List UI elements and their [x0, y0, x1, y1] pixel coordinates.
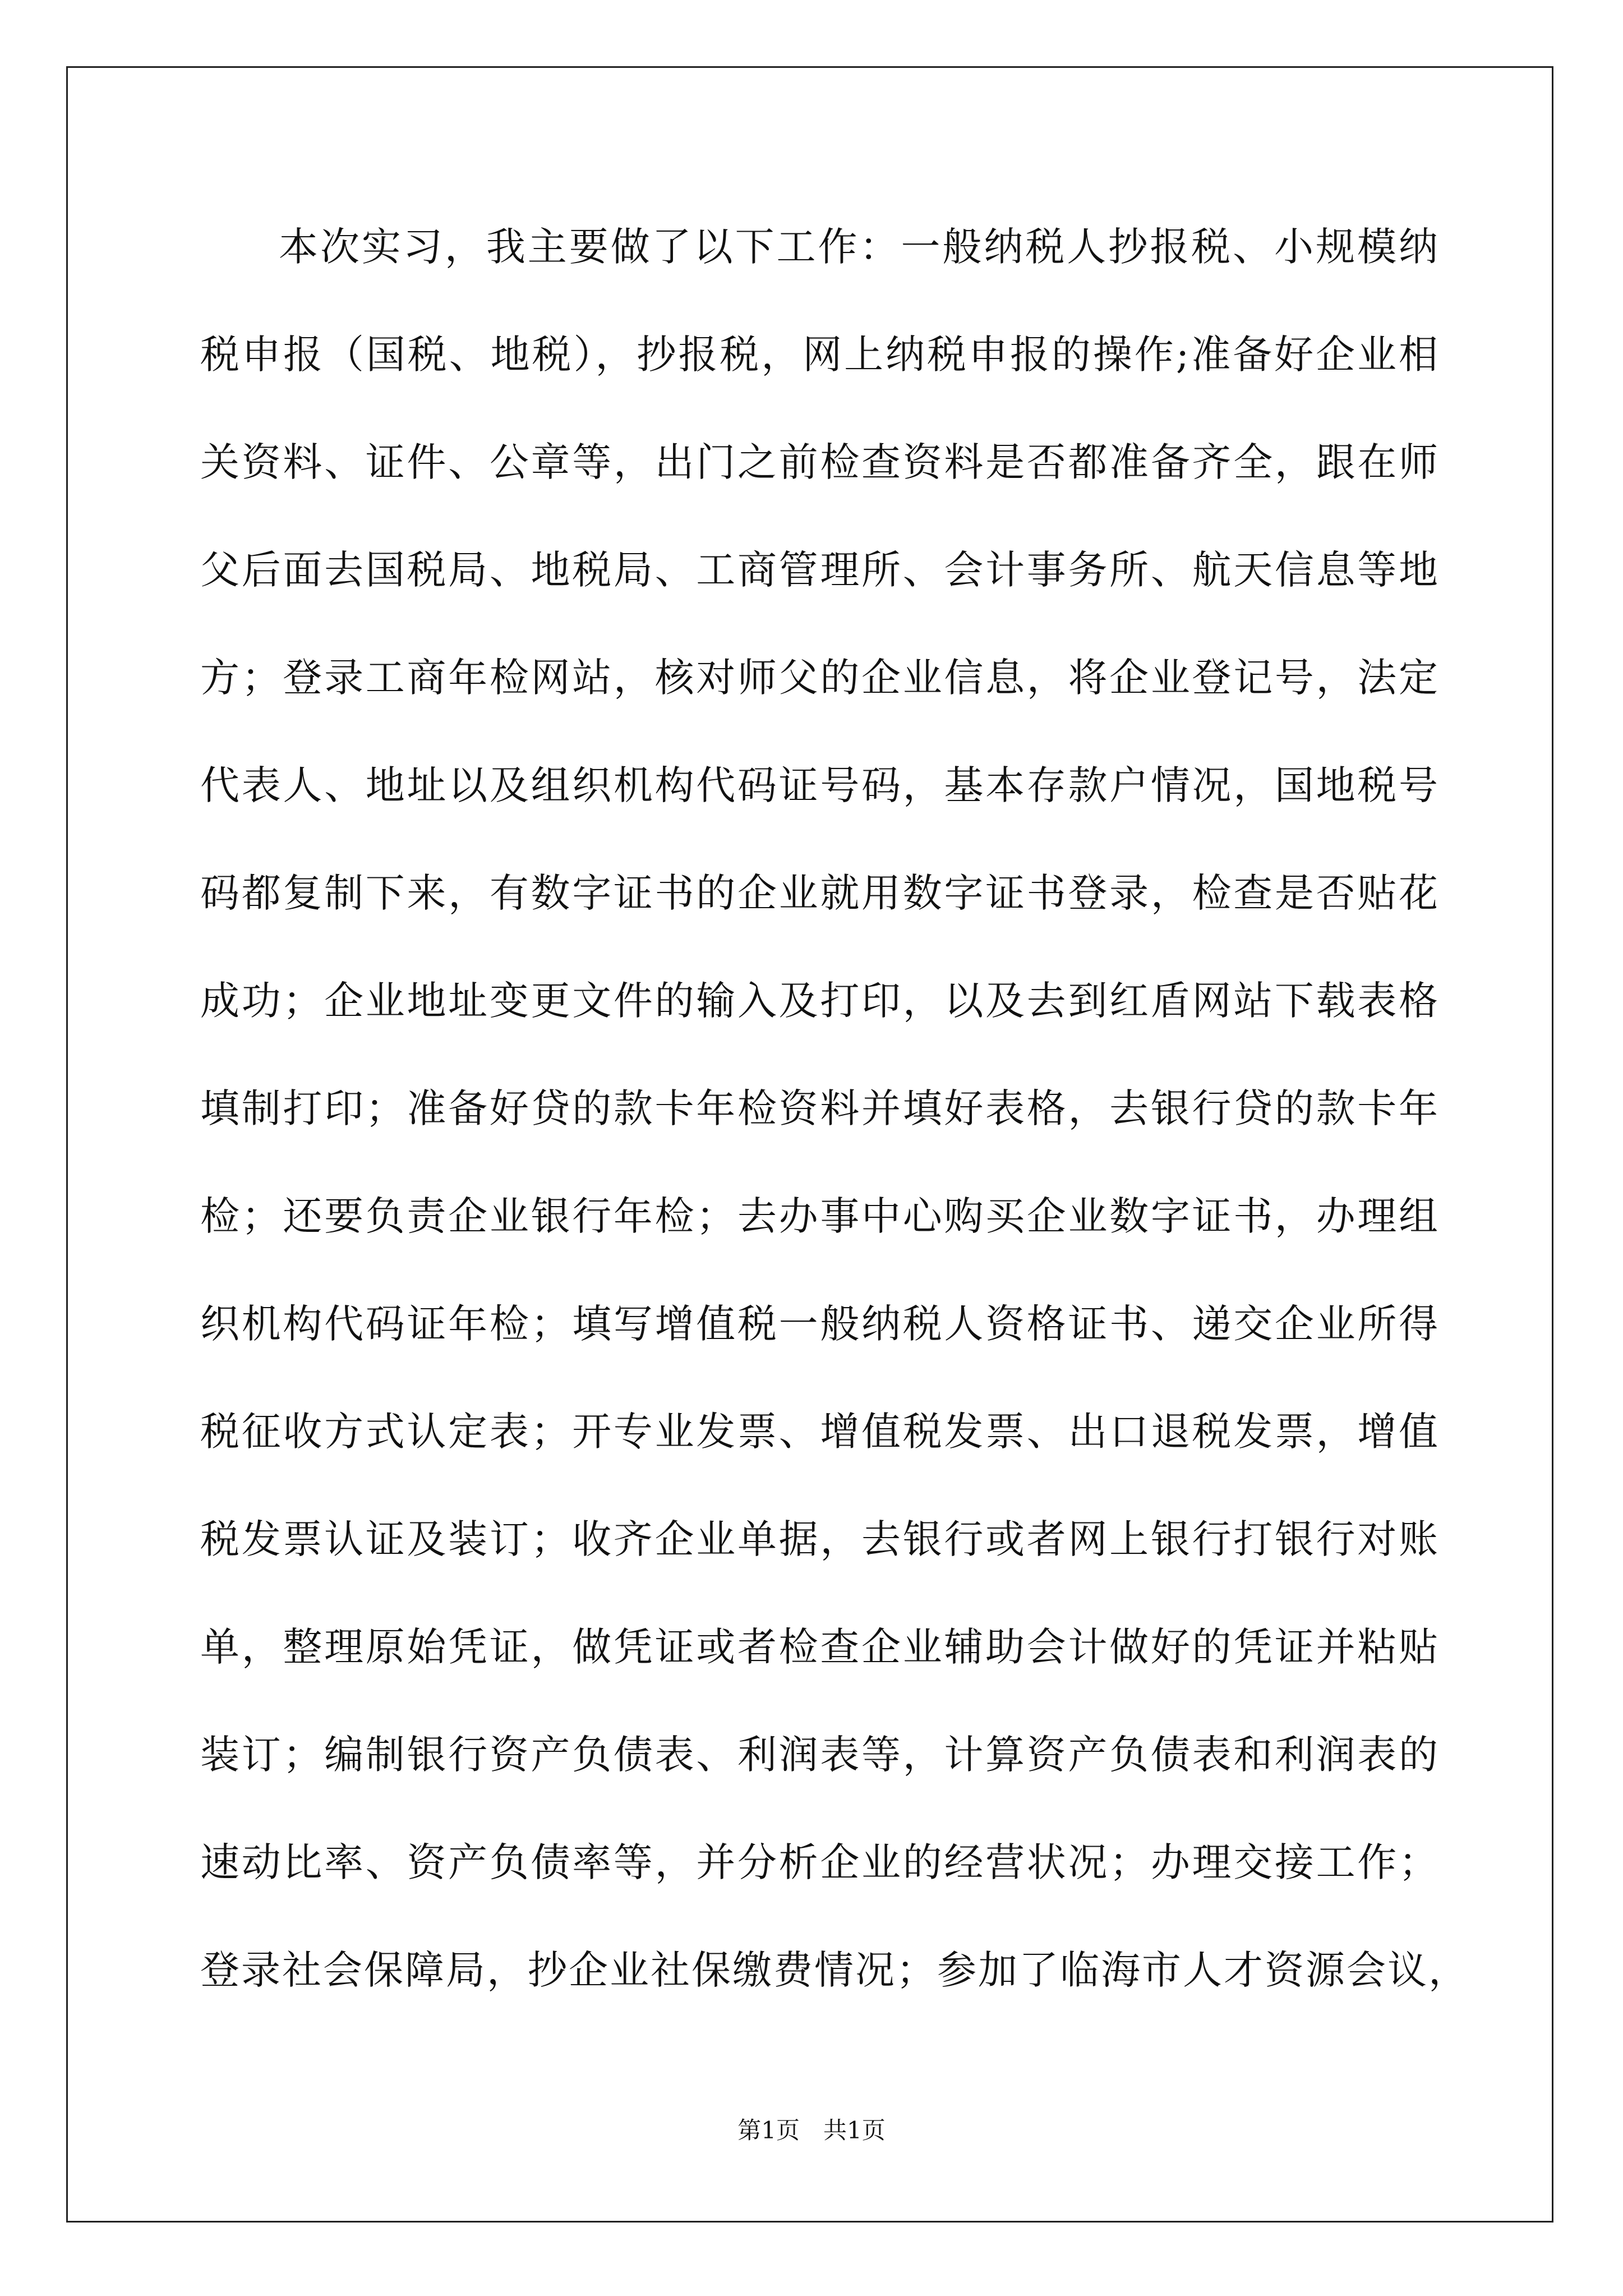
text-line: 父后面去国税局、地税局、工商管理所、会计事务所、航天信息等地 [200, 547, 1440, 593]
page-number: 第1页 [737, 2116, 800, 2144]
text-line: 织机构代码证年检；填写增值税一般纳税人资格证书、递交企业所得 [200, 1301, 1440, 1347]
text-line: 关资料、证件、公章等，出门之前检查资料是否都准备齐全，跟在师 [200, 439, 1440, 485]
document-body [200, 213, 1469, 2044]
text-line: 登录社会保障局，抄企业社保缴费情况；参加了临海市人才资源会议， [200, 1947, 1469, 1993]
text-line: 本次实习，我主要做了以下工作：一般纳税人抄报税、小规模纳 [279, 224, 1440, 270]
text-line: 单，整理原始凭证，做凭证或者检查企业辅助会计做好的凭证并粘贴 [200, 1624, 1440, 1670]
text-line: 检；还要负责企业银行年检；去办事中心购买企业数字证书，办理组 [200, 1193, 1440, 1239]
text-line: 代表人、地址以及组织机构代码证号码，基本存款户情况，国地税号 [200, 762, 1440, 808]
text-line: 速动比率、资产负债率等，并分析企业的经营状况；办理交接工作； [200, 1839, 1440, 1885]
text-line: 税发票认证及装订；收齐企业单据，去银行或者网上银行打银行对账 [200, 1516, 1440, 1562]
text-line: 码都复制下来，有数字证书的企业就用数字证书登录，检查是否贴花 [200, 870, 1440, 916]
text-line: 税征收方式认定表；开专业发票、增值税发票、出口退税发票，增值 [200, 1409, 1440, 1455]
text-line: 成功；企业地址变更文件的输入及打印，以及去到红盾网站下载表格 [200, 978, 1440, 1024]
page-footer [0, 2114, 1623, 2147]
text-line: 税申报（国税、地税），抄报税，网上纳税申报的操作;准备好企业相 [200, 332, 1440, 378]
text-line: 装订；编制银行资产负债表、利润表等，计算资产负债表和利润表的 [200, 1732, 1440, 1778]
text-line: 填制打印；准备好贷的款卡年检资料并填好表格，去银行贷的款卡年 [200, 1085, 1440, 1131]
page-total: 共1页 [823, 2116, 886, 2144]
text-line: 方；登录工商年检网站，核对师父的企业信息，将企业登记号，法定 [200, 655, 1440, 701]
